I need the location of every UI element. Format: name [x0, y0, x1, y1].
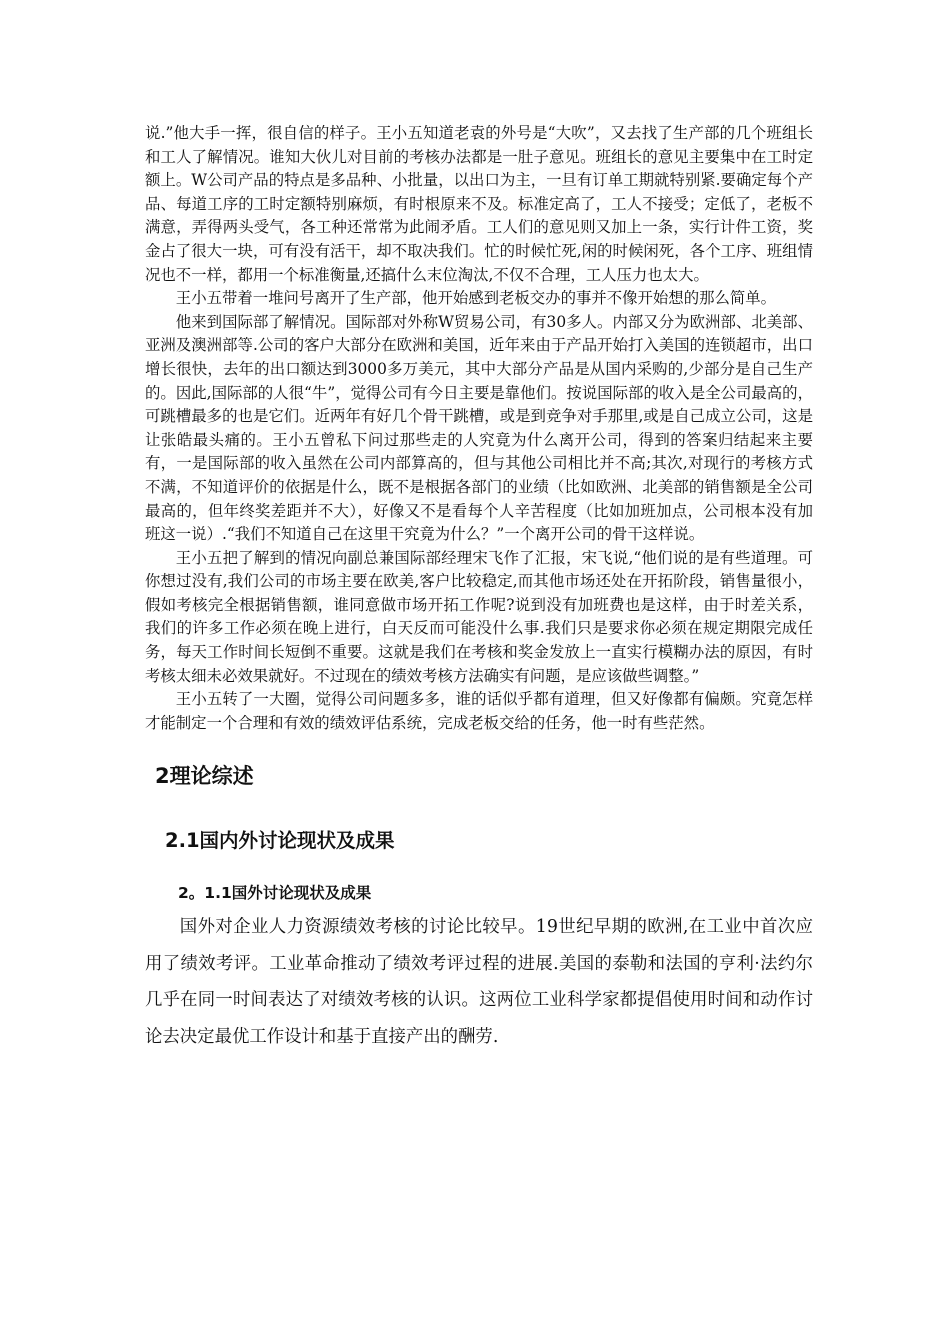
subsubsection-heading: 2。1.1国外讨论现状及成果 [178, 884, 372, 903]
document-page [145, 122, 813, 1055]
paragraph-production-feedback: 说.”他大手一挥，很自信的样子。王小五知道老袁的外号是“大吹”，又去找了生产部的几个班组长和工人了解情况。谁知大伙儿对目前的考核办法都是一肚子意见。班组长的意见主要集中在工时定额上。W公司产品的特点是多品种、小批量，以出口为主，一旦有订单工期就特别紧.要确定每个产品、每道工序的工时定额特别麻烦，有时根原来不及。标准定高了，工人不接受；定低了，老板不满意，弄得两头受气，各工种还常常为此闹矛盾。工人们的意见则又加上一条，实行计件工资，奖金占了很大一块，可有没有活干，却不取决我们。忙的时候忙死,闲的时候闲死，各个工序、班组情况也不一样，都用一个标准衡量,还搞什么末位淘汰,不仅不合理，工人压力也太大。 [145, 124, 813, 284]
paragraph-conclusion: 王小五转了一大圈，觉得公司问题多多，谁的话似乎都有道理，但又好像都有偏颇。究竟怎样才能制定一个合理和有效的绩效评估系统，完成老板交给的任务，他一时有些茫然。 [145, 690, 813, 732]
paragraph-song-fei-report: 王小五把了解到的情况向副总兼国际部经理宋飞作了汇报，宋飞说,“他们说的是有些道理。可你想过没有,我们公司的市场主要在欧美,客户比较稳定,而其他市场还处在开拓阶段，销售量很小，假如考核完全根据销售额，谁同意做市场开拓工作呢?说到没有加班费也是这样，由于时差关系，我们的许多工作必须在晚上进行，白天反而可能没什么事.我们只是要求你必须在规定期限完成任务，每天工作时间长短倒不重要。这就是我们在考核和奖金发放上一直实行模糊办法的原因，有时考核太细未必效果就好。不过现在的绩效考核方法确实有问题，是应该做些调整。” [145, 548, 813, 685]
paragraph-foreign-research: 国外对企业人力资源绩效考核的讨论比较早。19世纪早期的欧洲,在工业中首次应用了绩效考评。工业革命推动了绩效考评过程的进展.美国的泰勒和法国的亨利·法约尔几乎在同一时间表达了对绩效考核的认识。这两位工业科学家都提倡使用时间和动作讨论去决定最优工作设计和基于直接产出的酬劳. [145, 917, 813, 1047]
paragraph-leaving-production: 王小五带着一堆问号离开了生产部，他开始感到老板交办的事并不像开始想的那么简单。 [175, 289, 777, 308]
section-heading: 2理论综述 [155, 764, 254, 789]
paragraph-international-dept: 他来到国际部了解情况。国际部对外称W贸易公司，有30多人。内部又分为欧洲部、北美部、亚洲及澳洲部等.公司的客户大部分在欧洲和美国，近年来由于产品开始打入美国的连锁超市，出口增长很快，去年的出口额达到3000多万美元，其中大部分产品是从国内采购的,少部分是自己生产的。因此,国际部的人很“牛”，觉得公司有今日主要是靠他们。按说国际部的收入是全公司最高的，可跳槽最多的也是它们。近两年有好几个骨干跳槽，或是到竞争对手那里,或是自己成立公司，这是让张皓最头痛的。王小五曾私下问过那些走的人究竟为什么离开公司，得到的答案归结起来主要有，一是国际部的收入虽然在公司内部算高的，但与其他公司相比并不高;其次,对现行的考核方式不满，不知道评价的依据是什么，既不是根据各部门的业绩（比如欧洲、北美部的销售额是全公司最高的，但年终奖差距并不大），好像又不是看每个人辛苦程度（比如加班加点，公司根本没有加班这一说）.“我们不知道自己在这里干究竟为什么？”一个离开公司的骨干这样说。 [145, 312, 814, 544]
subsection-heading: 2.1国内外讨论现状及成果 [165, 829, 395, 853]
